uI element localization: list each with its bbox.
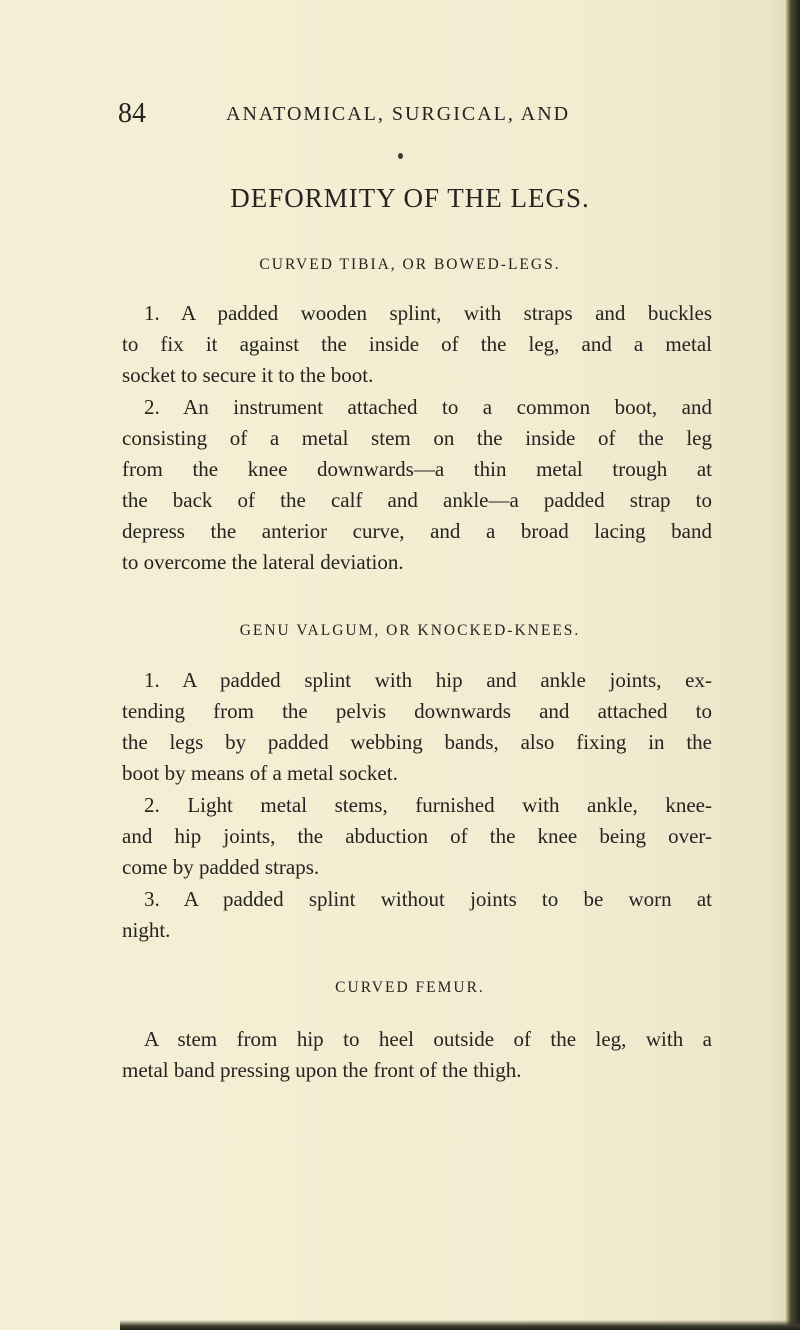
text-line: boot by means of a metal socket. — [122, 761, 398, 785]
text-line: and hip joints, the abduction of the knee being over- — [122, 824, 712, 848]
paragraph — [122, 884, 712, 946]
text-line: come by padded straps. — [122, 855, 320, 879]
section-heading-genu-valgum: GENU VALGUM, OR KNOCKED-KNEES. — [239, 622, 581, 639]
text-line: 1. A padded wooden splint, with straps and buckles — [144, 301, 712, 325]
page-number: 84 — [118, 98, 146, 129]
paragraph — [122, 392, 712, 578]
text-line: A stem from hip to heel outside of the leg, with a — [144, 1027, 712, 1051]
page-bottom-edge — [120, 1320, 800, 1330]
text-line: socket to secure it to the boot. — [122, 363, 374, 387]
text-line: night. — [122, 918, 171, 942]
page-gutter-edge — [786, 0, 800, 1330]
ornament-dot — [398, 153, 403, 159]
paragraph — [122, 298, 712, 391]
paragraph — [122, 665, 712, 789]
text-line: consisting of a metal stem on the inside of the leg — [122, 426, 712, 450]
text-line: metal band pressing upon the front of the thigh. — [122, 1058, 522, 1082]
paragraph — [122, 790, 712, 883]
chapter-title: DEFORMITY OF THE LEGS. — [230, 183, 590, 213]
text-line: tending from the pelvis downwards and attached to — [122, 699, 712, 723]
paragraph — [122, 1024, 712, 1086]
text-line: 2. Light metal stems, furnished with ankle, knee- — [144, 793, 712, 817]
text-line: to fix it against the inside of the leg, and a metal — [122, 332, 712, 356]
text-line: depress the anterior curve, and a broad lacing band — [122, 519, 712, 543]
text-line: the back of the calf and ankle—a padded strap to — [122, 488, 712, 512]
running-title: ANATOMICAL, SURGICAL, AND — [226, 103, 571, 125]
running-head — [118, 98, 638, 138]
section-heading-curved-tibia: CURVED TIBIA, OR BOWED-LEGS. — [259, 256, 561, 273]
section-heading-curved-femur: CURVED FEMUR. — [335, 979, 485, 996]
text-line: 3. A padded splint without joints to be worn at — [144, 887, 712, 911]
text-line: 2. An instrument attached to a common boot, and — [144, 395, 712, 419]
text-line: from the knee downwards—a thin metal trough at — [122, 457, 712, 481]
text-line: 1. A padded splint with hip and ankle joints, ex- — [144, 668, 712, 692]
text-line: to overcome the lateral deviation. — [122, 550, 404, 574]
text-line: the legs by padded webbing bands, also fixing in the — [122, 730, 712, 754]
